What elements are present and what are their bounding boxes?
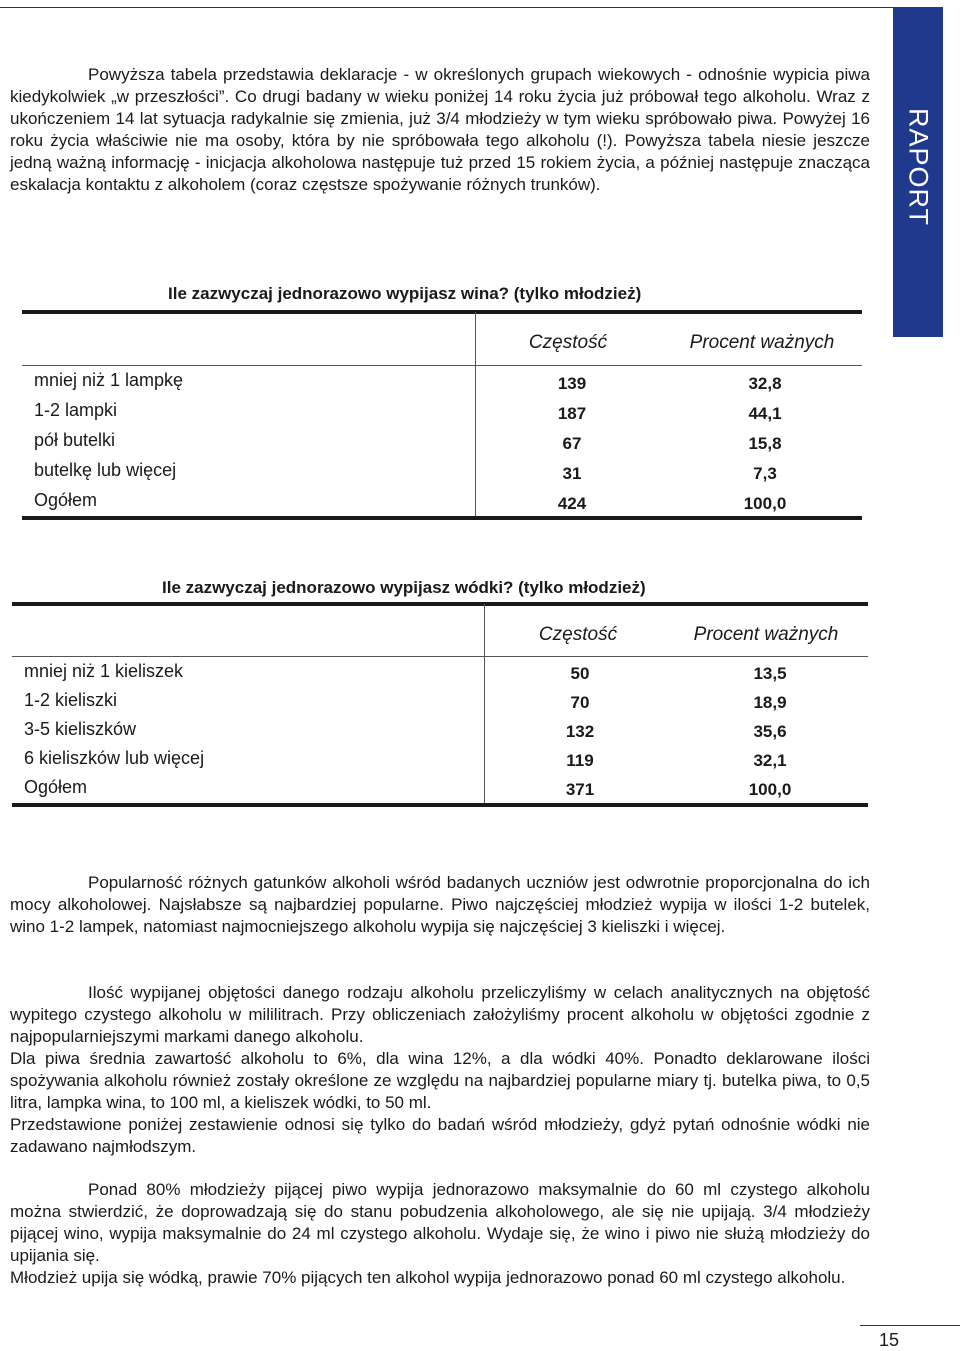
volume-paragraph-text-b: Dla piwa średnia zawartość alkoholu to 6%, dla wina 12%, a dla wódki 40%. Ponadto deklarowane ilości spożywania alkoholu również zostały określone ze względu na najbardziej popularne miary tj. butelka piwa, to 0,5 litra, lampka wina, to 100 ml, a kieliszek wódki, to 50 ml. xyxy=(10,1049,870,1112)
vodka-row-frequency: 70 xyxy=(570,693,590,712)
vodka-row-percent: 35,6 xyxy=(753,722,787,741)
wine-row-percent: 7,3 xyxy=(753,464,777,483)
vodka-table-bottom-rule xyxy=(12,803,868,807)
vodka-table-top-rule xyxy=(12,602,868,606)
page-number-rule xyxy=(860,1325,960,1326)
wine-row-frequency: 139 xyxy=(557,374,587,393)
summary-paragraph xyxy=(10,1179,870,1289)
wine-row-percent: 32,8 xyxy=(748,374,782,393)
top-rule xyxy=(0,7,893,8)
volume-paragraph-text-a: Ilość wypijanej objętości danego rodzaju alkoholu przeliczyliśmy w celach analitycznych na objętość wypitego czystego alkoholu w mililitrach. Przy obliczeniach założyliśmy procent alkoholu w objętości zgodnie z najpopularniejszymi markami danego alkoholu. xyxy=(10,983,870,1046)
wine-table-divider xyxy=(475,312,476,518)
popularity-paragraph-text: Popularność różnych gatunków alkoholi wśród badanych uczniów jest odwrotnie proporcjonalna do ich mocy alkoholowej. Najsłabsze są najbardziej popularne. Piwo najczęściej młodzież wypija w ilości 1-2 butelek, wino 1-2 lampek, natomiast najmocniejszego alkoholu wypija się najczęściej 3 kieliszki i więcej. xyxy=(10,873,870,936)
vodka-row-frequency: 371 xyxy=(565,780,595,799)
wine-row-frequency: 31 xyxy=(562,464,582,483)
wine-row-label: pół butelki xyxy=(34,430,116,450)
section-side-tab-label: RAPORT xyxy=(903,107,934,227)
summary-paragraph-text-a: Ponad 80% młodzieży pijącej piwo wypija jednorazowo maksymalnie do 60 ml czystego alkoholu można stwierdzić, że doprowadzają się do stanu pobudzenia alkoholowego, ale się nie upijają. 3/4 młodzieży pijącej wino, wypija maksymalnie do 24 ml czystego alkoholu. Wydaje się, że wino i piwo nie służą młodzieży do upijania się. xyxy=(10,1180,870,1265)
vodka-table-header-rule xyxy=(12,656,868,657)
vodka-row-frequency: 50 xyxy=(570,664,590,683)
vodka-row-percent: 100,0 xyxy=(748,780,792,799)
wine-row-percent: 15,8 xyxy=(748,434,782,453)
wine-row-frequency: 424 xyxy=(557,494,587,513)
wine-row-label: mniej niż 1 lampkę xyxy=(34,370,184,390)
vodka-row-frequency: 132 xyxy=(565,722,595,741)
vodka-table-title: Ile zazwyczaj jednorazowo wypijasz wódki? (tylko młodzież) xyxy=(162,578,646,597)
vodka-row-label: 3-5 kieliszków xyxy=(24,719,137,739)
page-number: 15 xyxy=(879,1330,900,1350)
vodka-row-label: mniej niż 1 kieliszek xyxy=(24,661,184,681)
vodka-row-label: Ogółem xyxy=(24,777,88,797)
summary-paragraph-text-b: Młodzież upija się wódką, prawie 70% pijących ten alkohol wypija jednorazowo ponad 60 ml czystego alkoholu. xyxy=(10,1268,846,1287)
popularity-paragraph xyxy=(10,872,870,938)
volume-paragraph-text-c: Przedstawione poniżej zestawienie odnosi się tylko do badań wśród młodzieży, gdyż pytań odnośnie wódki nie zadawano najmłodszym. xyxy=(10,1115,870,1156)
wine-row-label: 1-2 lampki xyxy=(34,400,118,420)
intro-paragraph xyxy=(10,64,870,196)
wine-col-header-frequency: Częstość xyxy=(528,332,608,353)
vodka-row-label: 1-2 kieliszki xyxy=(24,690,118,710)
vodka-table-divider xyxy=(484,604,485,806)
wine-table-header-rule xyxy=(22,365,862,366)
vodka-row-frequency: 119 xyxy=(566,751,594,770)
vodka-col-header-percent: Procent ważnych xyxy=(693,624,839,645)
wine-table-bottom-rule xyxy=(22,516,862,520)
wine-row-label: Ogółem xyxy=(34,490,98,510)
wine-row-percent: 44,1 xyxy=(748,404,782,423)
wine-row-label: butelkę lub więcej xyxy=(34,460,177,480)
wine-table-top-rule xyxy=(22,310,862,314)
vodka-row-percent: 18,9 xyxy=(753,693,787,712)
volume-paragraph xyxy=(10,982,870,1158)
wine-col-header-percent: Procent ważnych xyxy=(689,332,835,353)
wine-row-frequency: 187 xyxy=(557,404,587,423)
wine-row-frequency: 67 xyxy=(562,434,582,453)
vodka-row-label: 6 kieliszków lub więcej xyxy=(24,748,205,768)
section-side-tab xyxy=(893,7,943,337)
wine-row-percent: 100,0 xyxy=(743,494,787,513)
vodka-row-percent: 13,5 xyxy=(753,664,787,683)
wine-table-title: Ile zazwyczaj jednorazowo wypijasz wina? (tylko młodzież) xyxy=(168,284,642,303)
intro-paragraph-text: Powyższa tabela przedstawia deklaracje - w określonych grupach wiekowych - odnośnie wypicia piwa kiedykolwiek „w przeszłości”. Co drugi badany w wieku poniżej 14 roku życia już próbował tego alkoholu. Wraz z ukończeniem 14 lat sytuacja radykalnie się zmienia, już 3/4 młodzieży w tym wieku spróbowało piwa. Powyżej 16 roku życia właściwie nie ma osoby, która by nie spróbowała tego alkoholu (!). Powyższa tabela niesie jeszcze jedną ważną informację - inicjacja alkoholowa następuje tuż przed 15 rokiem życia, a później następuje znacząca eskalacja kontaktu z alkoholem (coraz częstsze spożywanie różnych trunków). xyxy=(10,65,870,194)
vodka-row-percent: 32,1 xyxy=(753,751,787,770)
vodka-col-header-frequency: Częstość xyxy=(538,624,618,645)
